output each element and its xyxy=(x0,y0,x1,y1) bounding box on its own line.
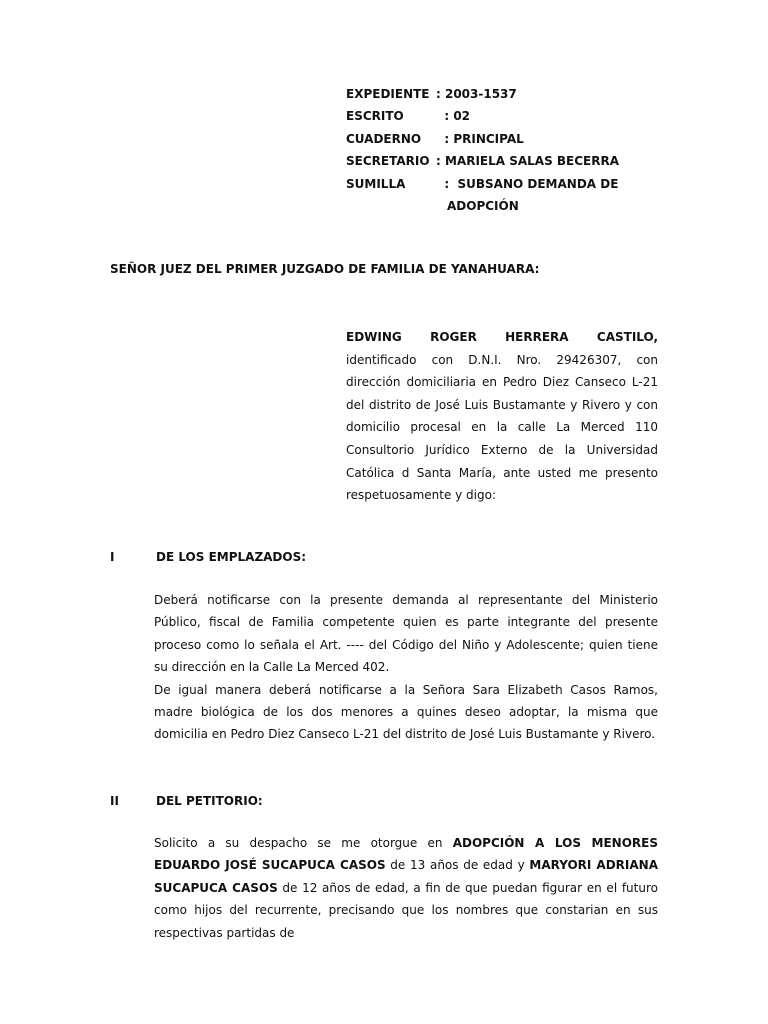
paragraph: De igual manera deberá notificarse a la Señora Sara Elizabeth Casos Ramos, madre biológica de los dos menores a quines deseo adoptar, la misma que domicilia en Pedro Diez Canseco L-21 del distrito de José Luis Bustamante y Rivero. xyxy=(154,682,658,742)
header-row-expediente xyxy=(346,86,619,108)
case-header xyxy=(346,86,619,220)
section-heading-emplazados xyxy=(110,550,306,564)
paragraph: Deberá notificarse con la presente demanda al representante del Ministerio Público, fiscal de Familia competente quien es parte integrante del presente proceso como lo señala el Art. ---- del Código del Niño y Adolescente; quien tiene su dirección en la Calle La Merced 402. xyxy=(154,593,658,675)
text-run: de 12 años de edad, a fin de que puedan figurar en el futuro como hijos del recurrente, precisando que los nombres que constarian en sus respectivas partidas de xyxy=(154,880,658,940)
header-row-escrito xyxy=(346,108,619,130)
header-value: : 2003-1537 xyxy=(436,87,517,101)
header-row-sumilla xyxy=(346,176,619,198)
header-sumilla-continuation: ADOPCIÓN xyxy=(447,198,519,213)
header-row-secretario xyxy=(346,153,619,175)
header-value: : 02 xyxy=(436,109,471,124)
section-heading-petitorio xyxy=(110,794,263,808)
text-run: Solicito a su despacho se me otorgue en xyxy=(154,836,453,850)
paragraph xyxy=(154,832,658,944)
petitioner-name: EDWING ROGER HERRERA CASTILO, xyxy=(346,330,658,344)
addressee: SEÑOR JUEZ DEL PRIMER JUZGADO DE FAMILIA DE YANAHUARA: xyxy=(110,262,540,276)
header-label: ESCRITO xyxy=(346,109,404,124)
minor-name-eduardo: ADOPCIÓN A LOS MENORES EDUARDO JOSÉ SUCAPUCA CASOS xyxy=(154,836,659,873)
text-run: de 13 años de edad y xyxy=(385,858,530,873)
header-value: : PRINCIPAL xyxy=(436,131,524,146)
header-row-cuaderno xyxy=(346,131,619,153)
header-label: EXPEDIENTE xyxy=(346,87,430,101)
section-body-emplazados xyxy=(154,589,658,746)
header-value: : SUBSANO DEMANDA DE xyxy=(436,176,619,191)
section-number: I xyxy=(110,550,115,564)
section-title: DEL PETITORIO: xyxy=(156,794,263,808)
header-value: : MARIELA SALAS BECERRA xyxy=(436,154,620,169)
section-body-petitorio xyxy=(154,832,658,944)
minor-name-maryori: MARYORI ADRIANA SUCAPUCA CASOS xyxy=(154,858,658,895)
section-number: II xyxy=(110,794,119,808)
header-label: SUMILLA xyxy=(346,176,406,191)
section-title: DE LOS EMPLAZADOS: xyxy=(156,550,307,564)
intro-paragraph xyxy=(346,326,658,507)
header-label: SECRETARIO xyxy=(346,154,430,169)
header-label: CUADERNO xyxy=(346,131,422,146)
intro-text: identificado con D.N.I. Nro. 29426307, con dirección domiciliaria en Pedro Diez Canseco L-21 del distrito de José Luis Bustamante y Rivero y con domicilio procesal en la calle La Merced 110 Consultorio Jurídico Externo de la Universidad Católica d Santa María, ante usted me presento respetuosamente y digo: xyxy=(346,352,658,503)
